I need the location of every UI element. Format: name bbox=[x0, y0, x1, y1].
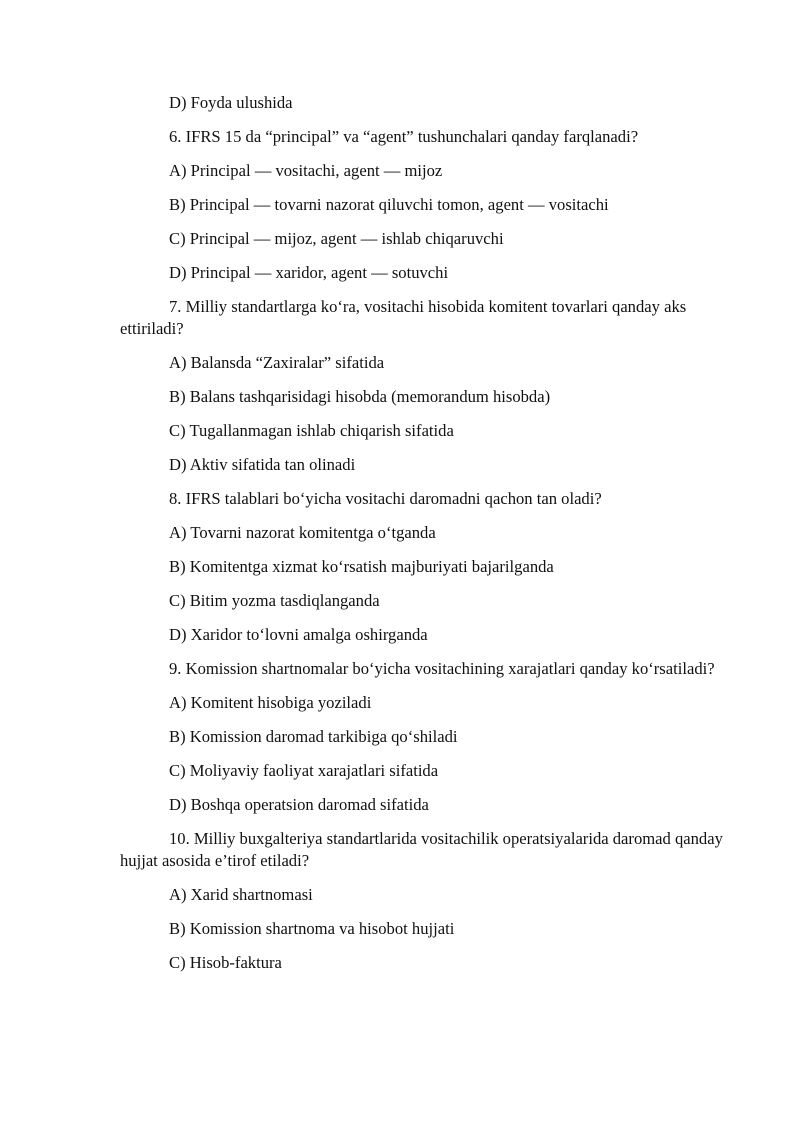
answer-option: B) Principal — tovarni nazorat qiluvchi tomon, agent — vositachi bbox=[169, 195, 609, 214]
answer-option: D) Principal — xaridor, agent — sotuvchi bbox=[169, 263, 449, 282]
answer-option: C) Hisob-faktura bbox=[169, 953, 282, 972]
answer-option: B) Komitentga xizmat ko‘rsatish majburiyati bajarilganda bbox=[169, 557, 554, 576]
answer-option: C) Moliyaviy faoliyat xarajatlari sifatida bbox=[169, 761, 439, 780]
answer-option: A) Balansda “Zaxiralar” sifatida bbox=[169, 353, 385, 372]
answer-option: A) Tovarni nazorat komitentga o‘tganda bbox=[169, 523, 436, 542]
answer-option: C) Bitim yozma tasdiqlanganda bbox=[169, 591, 380, 610]
document-page bbox=[120, 92, 730, 986]
answer-option: B) Komission daromad tarkibiga qo‘shiladi bbox=[169, 727, 458, 746]
answer-option: B) Balans tashqarisidagi hisobda (memorandum hisobda) bbox=[169, 387, 551, 406]
answer-option: B) Komission shartnoma va hisobot hujjati bbox=[169, 919, 455, 938]
question-text: 10. Milliy buxgalteriya standartlarida vositachilik operatsiyalarida daromad qanday hujjat asosida e’tirof etiladi? bbox=[120, 829, 723, 870]
question-text: 7. Milliy standartlarga ko‘ra, vositachi hisobida komitent tovarlari qanday aks ettiriladi? bbox=[120, 297, 687, 338]
answer-option: D) Xaridor to‘lovni amalga oshirganda bbox=[169, 625, 428, 644]
answer-option: D) Aktiv sifatida tan olinadi bbox=[169, 455, 356, 474]
question-text: 8. IFRS talablari bo‘yicha vositachi daromadni qachon tan oladi? bbox=[169, 489, 602, 508]
question-text: 6. IFRS 15 da “principal” va “agent” tushunchalari qanday farqlanadi? bbox=[169, 127, 639, 146]
answer-option: D) Foyda ulushida bbox=[169, 93, 293, 112]
answer-option: A) Principal — vositachi, agent — mijoz bbox=[169, 161, 443, 180]
answer-option: C) Tugallanmagan ishlab chiqarish sifatida bbox=[169, 421, 454, 440]
question-text: 9. Komission shartnomalar bo‘yicha vositachining xarajatlari qanday ko‘rsatiladi? bbox=[169, 659, 715, 678]
answer-option: A) Xarid shartnomasi bbox=[169, 885, 313, 904]
answer-option: C) Principal — mijoz, agent — ishlab chiqaruvchi bbox=[169, 229, 504, 248]
answer-option: D) Boshqa operatsion daromad sifatida bbox=[169, 795, 429, 814]
answer-option: A) Komitent hisobiga yoziladi bbox=[169, 693, 372, 712]
